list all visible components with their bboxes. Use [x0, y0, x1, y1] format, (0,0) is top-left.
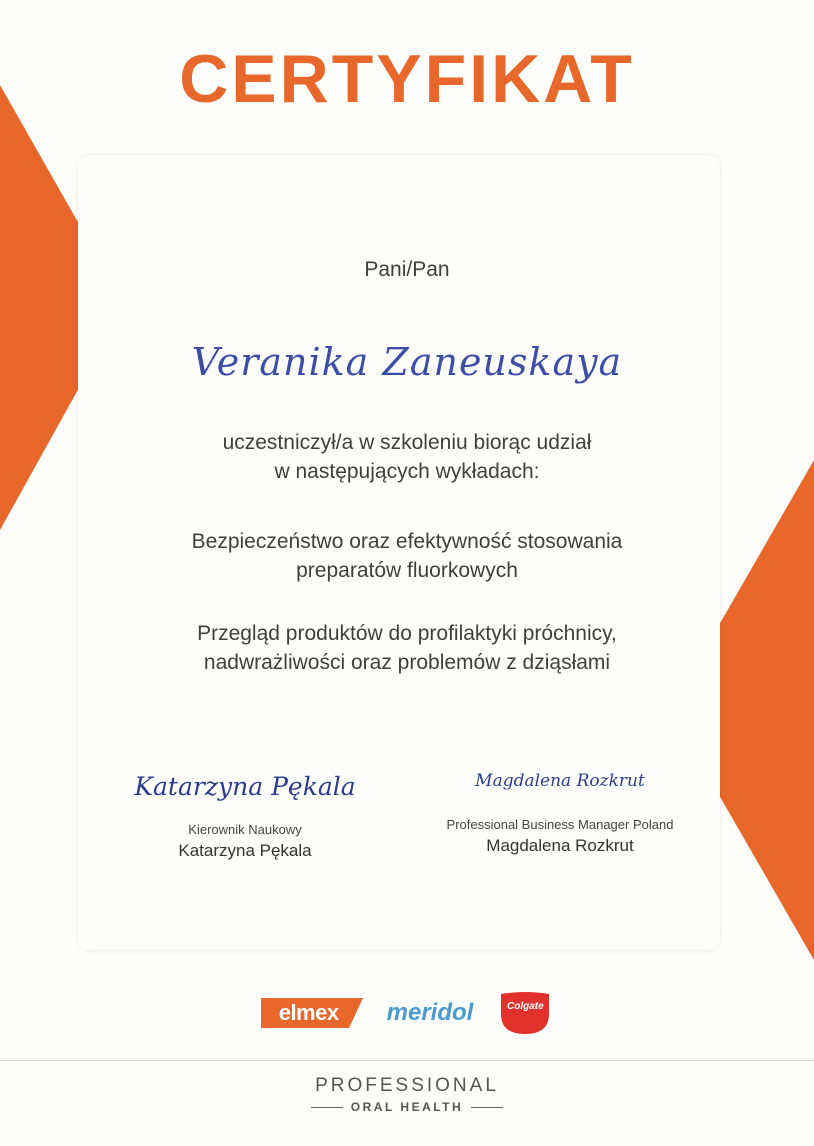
footer-rule-left: [311, 1107, 343, 1108]
footer-subtitle: [0, 1100, 814, 1114]
salutation: Pani/Pan: [364, 258, 450, 281]
lecture-1: [0, 527, 814, 585]
intro-line-1: uczestniczył/a w szkoleniu biorąc udział: [222, 431, 592, 454]
signatory-role-left: Kierownik Naukowy: [188, 822, 302, 837]
signature-handwritten-left: Katarzyna Pękala: [134, 771, 356, 801]
lecture-1-line-1: Bezpieczeństwo oraz efektywność stosowania: [191, 530, 623, 553]
lecture-2: [0, 619, 814, 677]
signature-block-left: [120, 760, 370, 861]
elmex-logo-text: elmex: [278, 1000, 339, 1025]
elmex-logo: [261, 998, 363, 1028]
certificate-title: CERTYFIKAT: [179, 41, 635, 117]
lecture-1-line-2: preparatów fluorkowych: [296, 559, 518, 582]
brand-logos: [0, 990, 814, 1036]
lecture-2-line-1: Przegląd produktów do profilaktyki próchnicy,: [197, 622, 617, 645]
footer-subtitle-text: ORAL HEALTH: [350, 1100, 464, 1114]
footer-brand: PROFESSIONAL: [315, 1075, 499, 1096]
footer-divider: [0, 1060, 814, 1061]
signature-handwritten-right: Magdalena Rozkrut: [475, 771, 645, 791]
signatory-name-right: Magdalena Rozkrut: [486, 836, 634, 855]
signatory-name-left: Katarzyna Pękala: [178, 841, 312, 860]
intro-line-2: w następujących wykładach:: [274, 460, 540, 483]
signature-block-right: [420, 755, 700, 856]
colgate-logo: [497, 990, 553, 1036]
meridol-logo: meridol: [386, 999, 474, 1026]
lecture-2-line-2: nadwrażliwości oraz problemów z dziąsłami: [203, 651, 611, 674]
colgate-logo-text: Colgate: [507, 1001, 544, 1012]
recipient-name-handwritten: Veranika Zaneuskaya: [191, 340, 623, 384]
footer-rule-right: [471, 1107, 503, 1108]
signatory-role-right: Professional Business Manager Poland: [446, 817, 674, 832]
intro-text: [0, 428, 814, 486]
